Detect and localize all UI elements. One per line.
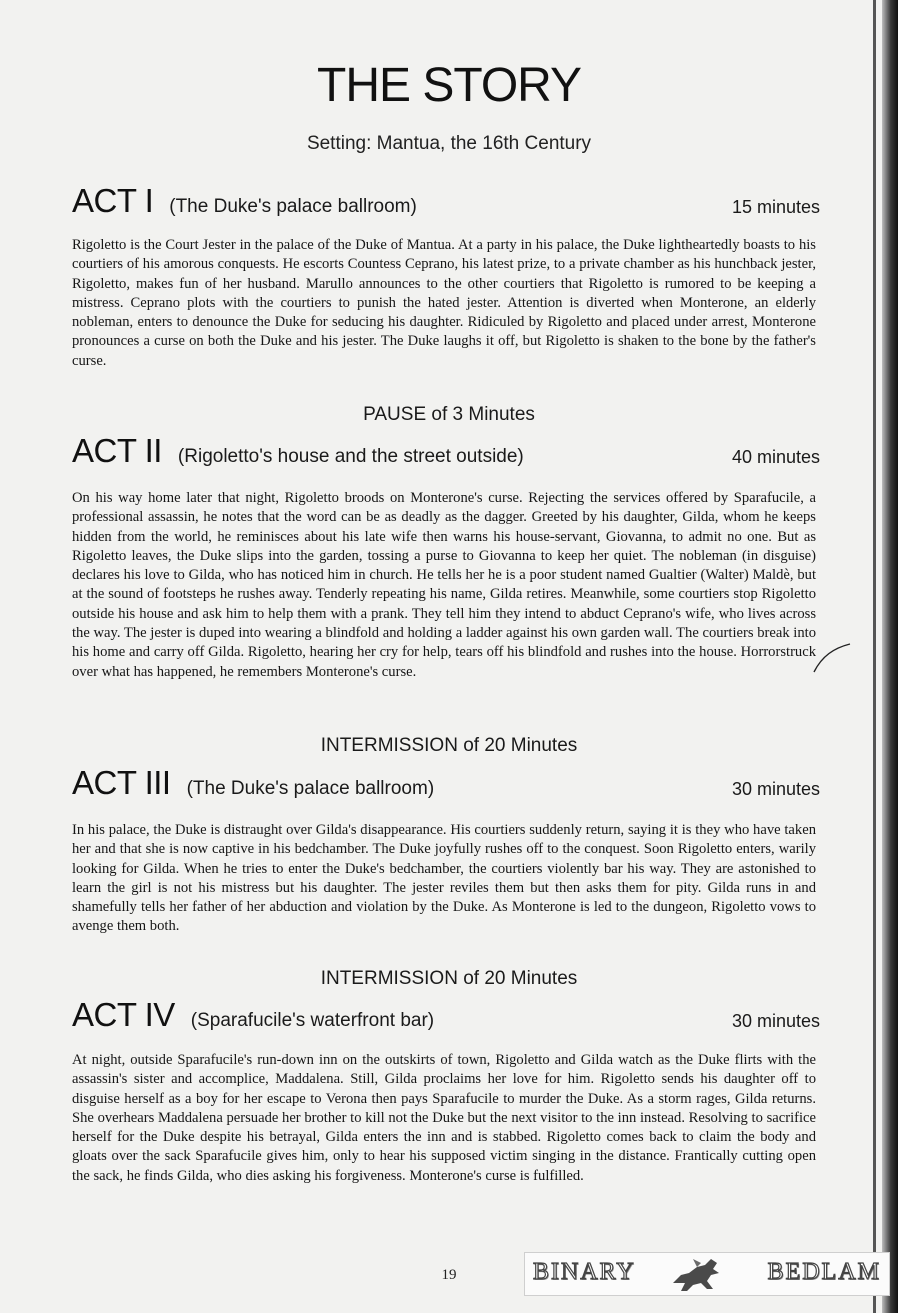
pen-mark-icon xyxy=(812,640,852,680)
act-4-location: (Sparafucile's waterfront bar) xyxy=(190,1010,435,1031)
running-horse-icon xyxy=(667,1255,727,1295)
act-4-heading xyxy=(72,996,820,1036)
act-2-heading xyxy=(72,432,820,472)
act-3-location: (The Duke's palace ballroom) xyxy=(186,778,435,799)
act-1-synopsis: Rigoletto is the Court Jester in the palace of the Duke of Mantua. At a party in his palace, the Duke lightheartedly boasts to his courtiers of his amorous conquests. He escorts Countess Ceprano, his latest prize, to a private chamber as his hunchback jester, Rigoletto, makes fun of her husband. Marullo announces to the other courtiers that Rigoletto is rumored to be keeping a mistress. Ceprano plots with the courtiers to punish the hated jester. Attention is diverted when Monterone, an elderly nobleman, enters to denounce the Duke for seducing his daughter. Ridiculed by Rigoletto and placed under arrest, Monterone pronounces a curse on both the Duke and his jester. The Duke laughs it off, but Rigoletto is shaken to the bone by the father's curse. xyxy=(72,237,816,369)
watermark-right-text: BEDLAM xyxy=(767,1259,881,1285)
act-3-heading xyxy=(72,764,820,804)
act-1-location: (The Duke's palace ballroom) xyxy=(169,196,417,217)
page-edge-shadow xyxy=(882,0,898,1313)
pause-break: PAUSE of 3 Minutes xyxy=(363,404,535,425)
act-1-title: ACT I xyxy=(72,182,154,219)
act-4-duration: 30 minutes xyxy=(731,1011,820,1031)
intermission-break-1: INTERMISSION of 20 Minutes xyxy=(320,735,578,756)
intermission-break-2: INTERMISSION of 20 Minutes xyxy=(320,968,578,989)
act-2-duration: 40 minutes xyxy=(731,447,820,467)
page-number: 19 xyxy=(441,1267,457,1283)
act-3-title: ACT III xyxy=(72,764,171,801)
watermark-left-text: BINARY xyxy=(533,1259,636,1285)
setting-line: Setting: Mantua, the 16th Century xyxy=(306,133,592,154)
act-1-heading xyxy=(72,182,820,222)
act-2-title: ACT II xyxy=(72,432,162,469)
binary-bedlam-watermark xyxy=(524,1252,890,1296)
act-4-synopsis: At night, outside Sparafucile's run-down inn on the outskirts of town, Rigoletto and Gilda watch as the Duke flirts with the assassin's sister and accomplice, Maddalena. Still, Gilda proclaims her love for him. Rigoletto sends his daughter off to disguise herself as a boy for her escape to Verona then pays Sparafucile to murder the Duke. As a storm rages, Gilda returns. She overhears Maddalena persuade her brother to kill not the Duke but the next visitor to the inn instead. Resolving to sacrifice herself for the Duke despite his betrayal, Gilda enters the inn and is stabbed. Rigoletto comes back to claim the body and gloats over the sack Sparafucile gives him, only to hear his supposed victim singing in the distance. Frantically cutting open the sack, he finds Gilda, who dies asking his forgiveness. Monterone's curse is fulfilled. xyxy=(72,1052,816,1184)
act-2-location: (Rigoletto's house and the street outside) xyxy=(177,446,524,467)
page-title: THE STORY xyxy=(317,59,581,112)
act-3-synopsis: In his palace, the Duke is distraught over Gilda's disappearance. His courtiers suddenly return, saying it is they who have taken her and that she is now captive in his bedchamber. The Duke joyfully rushes off to the conquest. Soon Rigoletto enters, warily looking for Gilda. When he tries to enter the Duke's bedchamber, the courtiers violently bar his way. They are astonished to learn the girl is not his mistress but his daughter. The jester reviles them but then asks them for pity. Gilda runs in and shamefully tells her father of her abduction and violation by the Duke. As Monterone is led to the dungeon, Rigoletto vows to avenge them both. xyxy=(72,822,816,935)
act-3-duration: 30 minutes xyxy=(731,779,820,799)
act-2-synopsis: On his way home later that night, Rigoletto broods on Monterone's curse. Rejecting the services offered by Sparafucile, a professional assassin, he notes that the word can be as deadly as the dagger. Greeted by his daughter, Gilda, whom he keeps hidden from the world, he reminisces about his late wife then warns his house-servant, Giovanna, to admit no one. But as Rigoletto leaves, the Duke slips into the garden, tossing a purse to Giovanna to keep her quiet. The nobleman (in disguise) declares his love to Gilda, who has noticed him in church. He tells her he is a poor student named Gualtier (Walter) Maldè, but at the sound of footsteps he rushes away. Tenderly repeating his name, Gilda retires. Meanwhile, some courtiers stop Rigoletto outside his house and ask him to help them with a prank. They tell him they intend to abduct Ceprano's wife, who lives across the way. The jester is duped into wearing a blindfold and holding a ladder against his own garden wall. The courtiers break into his home and carry off Gilda. Rigoletto, hearing her cry for help, tears off his blindfold and rushes into the house. Horrorstruck over what has happened, he remembers Monterone's curse. xyxy=(72,490,816,680)
page-edge-line xyxy=(873,0,876,1313)
act-1-duration: 15 minutes xyxy=(731,197,820,217)
act-4-title: ACT IV xyxy=(72,996,175,1033)
